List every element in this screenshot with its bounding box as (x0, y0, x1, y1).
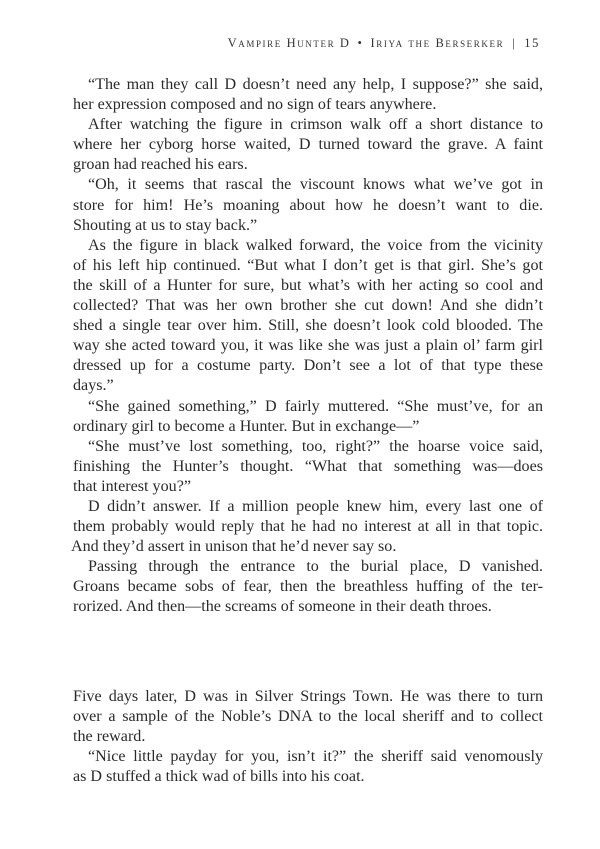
text-line: “Nice little payday for you, isn’t it?” the sheriff said venomously (88, 748, 543, 766)
book-title: Iriya the Berserker (370, 36, 505, 50)
body-text-section-2 (73, 687, 543, 787)
body-text-section-1 (73, 75, 543, 618)
text-line: days.” (73, 377, 114, 395)
paragraph (73, 687, 543, 747)
text-line: “The man they call D doesn’t need any help, I suppose?” she said, (88, 76, 543, 93)
text-line: her expression composed and no sign of tears anywhere. (73, 96, 437, 114)
text-line: of his left hip continued. “But what I don’t get is that girl. She’s got (73, 256, 543, 274)
text-line: the reward. (73, 728, 146, 746)
text-line: After watching the figure in crimson walk off a short distance to (88, 116, 543, 134)
text-line: finishing the Hunter’s thought. “What that something was—does (73, 457, 543, 475)
text-line: rorized. And then—the screams of someone in their death throes. (73, 598, 492, 616)
paragraph (73, 437, 543, 497)
paragraph (73, 747, 543, 787)
text-line: Passing through the entrance to the burial place, D vanished. (88, 558, 543, 576)
paragraph (73, 236, 543, 397)
text-line: groan had reached his ears. (73, 156, 248, 174)
text-line: that interest you?” (73, 477, 191, 495)
text-line: “She gained something,” D fairly muttered. “She must’ve, for an (88, 397, 543, 415)
text-line: way she acted toward you, it was like she was just a plain ol’ farm girl (73, 337, 543, 355)
paragraph (73, 75, 543, 115)
text-line: as D stuffed a thick wad of bills into his coat. (73, 768, 365, 786)
text-line: And they’d assert in unison that he’d never say so. (71, 538, 397, 556)
text-line: Groans became sobs of fear, then the breathless huffing of the ter- (73, 578, 543, 596)
text-line: them probably would reply that he had no interest at all in that topic. (73, 518, 543, 536)
paragraph (73, 557, 543, 617)
text-line: dressed up for a costume party. Don’t see a lot of that type these (73, 357, 543, 375)
text-line: “Oh, it seems that rascal the viscount knows what we’ve got in (88, 176, 543, 194)
text-line: D didn’t answer. If a million people knew him, every last one of (88, 497, 543, 515)
text-line: where her cyborg horse waited, D turned toward the grave. A faint (73, 136, 543, 154)
text-line: Five days later, D was in Silver Strings Town. He was there to turn (73, 688, 543, 705)
text-line: store for him! He’s moaning about how he doesn’t want to die. (73, 196, 543, 214)
text-line: As the figure in black walked forward, the voice from the vicinity (88, 236, 543, 254)
page-number: 15 (524, 36, 540, 50)
paragraph (73, 115, 543, 175)
running-header (228, 36, 540, 51)
paragraph (73, 397, 543, 437)
text-line: collected? That was her own brother she cut down! And she didn’t (73, 297, 543, 315)
bullet-separator: • (357, 36, 364, 50)
text-line: Shouting at us to stay back.” (73, 216, 258, 234)
text-line: over a sample of the Noble’s DNA to the local sheriff and to collect (73, 708, 543, 726)
text-line: ordinary girl to become a Hunter. But in exchange—” (73, 417, 420, 435)
text-line: “She must’ve lost something, too, right?” the hoarse voice said, (88, 437, 543, 455)
text-line: shed a single tear over him. Still, she doesn’t look cold blooded. The (73, 317, 543, 335)
paragraph (73, 497, 543, 557)
text-line: the skill of a Hunter for sure, but what’s with her acting so cool and (73, 276, 543, 294)
series-title: Vampire Hunter D (227, 36, 351, 50)
header-divider: | (512, 36, 517, 50)
paragraph (73, 175, 543, 235)
